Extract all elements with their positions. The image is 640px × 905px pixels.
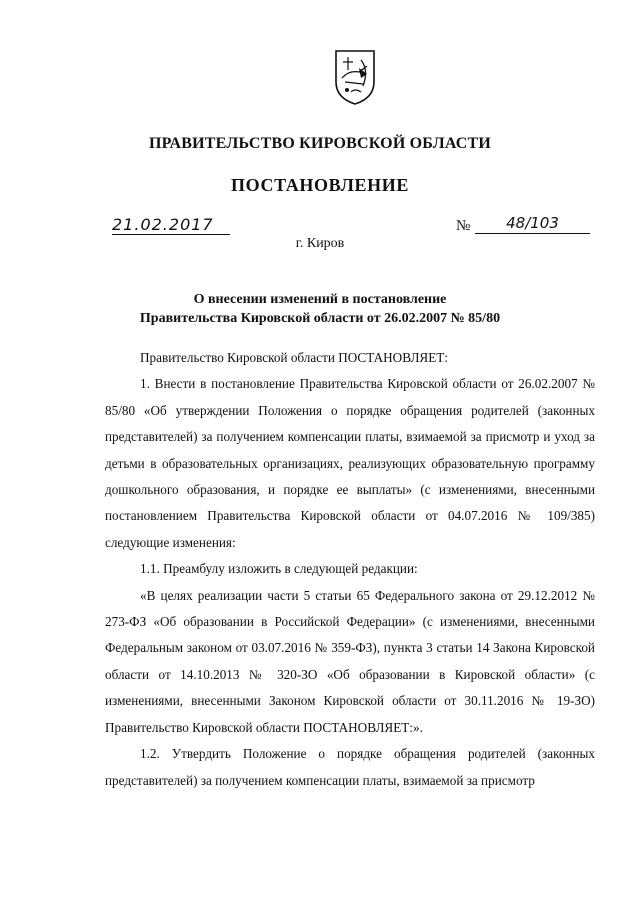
paragraph-item-1-1: 1.1. Преамбулу изложить в следующей редакции: [140,561,418,577]
paragraph-item-1-2: 1.2. Утвердить Положение о порядке обращения родителей (законных представителей) за получением компенсации платы, взимаемой за присмотр [105,746,595,788]
kirov-coat-of-arms-icon [333,48,377,106]
document-body [105,345,595,794]
subject-line-2: Правительства Кировской области от 26.02.2007 № 85/80 [139,311,501,326]
paragraph-resolves: Правительство Кировской области ПОСТАНОВЛЯЕТ: [140,350,448,365]
subject-line-1: О внесении изменений в постановление [193,292,447,307]
government-title: ПРАВИТЕЛЬСТВО КИРОВСКОЙ ОБЛАСТИ [148,135,492,152]
document-type-title: ПОСТАНОВЛЕНИЕ [231,175,409,195]
document-subject [0,290,640,328]
number-sign: № [456,218,471,234]
document-date: 21.02.2017 [112,216,230,235]
paragraph-preamble-text: «В целях реализации части 5 статьи 65 Федерального закона от 29.12.2012 № 273-ФЗ «Об образовании в Российской Федерации» (с изменениями, внесенными Федеральным законом от 03.07.2016 № 359-ФЗ), пункта 3 статьи 14 Закона Кировской области от 14.10.2013 № 320-ЗО «Об образовании в Кировской области» (с изменениями, внесенными Законом Кировской области от 30.11.2016 № 19-ЗО) Правительство Кировской области ПОСТАНОВЛЯЕТ:». [105,587,595,735]
document-number: 48/103 [475,213,590,234]
paragraph-item-1: 1. Внести в постановление Правительства Кировской области от 26.02.2007 № 85/80 «Об утверждении Положения о порядке обращения родителей (законных представителей) за получением компенсации платы, взимаемой за присмотр и уход за детьми в образовательных организациях, реализующих образовательную программу дошкольного образования, и порядке ее выплаты» (с изменениями, внесенными постановлением Правительства Кировской области от 04.07.2016 № 109/385) следующие изменения: [105,376,595,550]
city-label: г. Киров [295,236,345,251]
